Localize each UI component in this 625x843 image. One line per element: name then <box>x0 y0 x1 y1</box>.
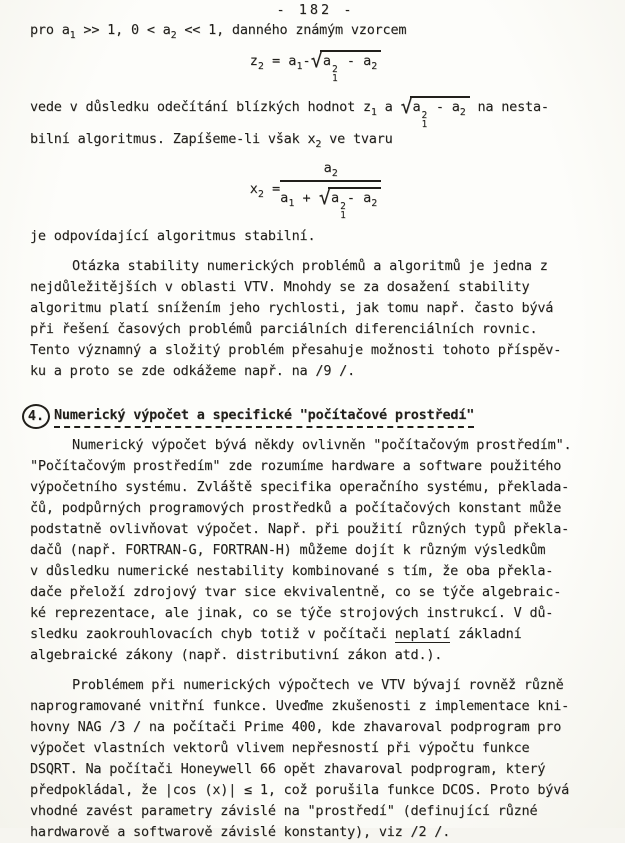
section-title: Numerický výpočet a specifické "počítačové prostředí" <box>54 405 474 428</box>
underlined-word: neplatí <box>394 626 451 642</box>
text-line <box>30 89 601 129</box>
text-segment: ve tvaru <box>321 131 393 147</box>
sup-sub-stack <box>340 203 346 220</box>
subscript: 2 <box>257 61 264 72</box>
radicand <box>410 96 470 130</box>
equals-sign: = <box>263 180 281 197</box>
subscript: 2 <box>315 139 322 150</box>
text-segment: >> 1, 0 < a <box>75 22 171 38</box>
text-segment: vede v důsledku odečítání blízkých hodnot z <box>30 99 371 115</box>
text-line: dače přeloží zdrojový tvar sice ekvivalentně, co se týče algebraic- <box>30 584 562 600</box>
subscript: 2 <box>459 107 466 118</box>
equals-sign: = <box>263 53 289 69</box>
fraction-denominator <box>280 180 381 220</box>
subscript: 1 <box>331 72 338 84</box>
section-number-circled: 4. <box>22 404 50 429</box>
formula-term: a <box>363 190 372 206</box>
text-line: ku a proto se zde odkážeme např. na /9 /. <box>30 363 356 379</box>
text-line: Problémem při numerických výpočtech ve VTV bývají rovněž různě <box>72 677 564 693</box>
section-heading <box>27 404 601 429</box>
sqrt-sign-icon: √ <box>318 185 331 209</box>
formula-lhs <box>250 179 280 200</box>
minus-sign: - <box>338 53 364 69</box>
minus-sign: - <box>427 99 452 115</box>
sqrt-sign-icon: √ <box>310 48 323 72</box>
text-line: algoritmu platí snížením jeho rychlosti, jak tomu např. často bývá <box>30 300 554 316</box>
formula-term: a <box>363 53 372 69</box>
text-segment: bilní algoritmus. Zapíšeme-li však x <box>30 131 316 147</box>
formula-term: x <box>249 180 258 197</box>
subscript: 2 <box>170 30 177 41</box>
text-line: algebraické zákony (např. distributivní zákon atd.). <box>30 647 443 663</box>
text-segment: a <box>376 99 401 115</box>
sup-sub-stack <box>421 112 427 129</box>
text-line: Numerický výpočet bývá někdy ovlivněn "počítačovým prostředím". <box>72 437 572 453</box>
text-line <box>30 20 601 41</box>
superscript: 2 <box>340 201 346 212</box>
sqrt-radical <box>319 185 382 220</box>
page-number: - 182 - <box>276 2 355 18</box>
text-line: čů, podpůrných programových prostředků a počítačových konstant může <box>30 500 562 516</box>
text-line: předpokládal, že |cos (x)| ≤ 1, což porušila funkce DCOS. Proto bývá <box>30 782 570 798</box>
text-line: ké reprezentace, ale jinak, co se týče strojových instrukcí. V dů- <box>30 605 554 621</box>
formula-x2-fraction <box>30 158 601 220</box>
text-segment: pro a <box>30 22 70 38</box>
text-line: hovny NAG /3 / na počítači Prime 400, kde zhavaroval podprogram pro <box>30 719 562 735</box>
text-segment: << 1, danného známým vzorcem <box>176 22 407 38</box>
sqrt-radical <box>311 48 382 83</box>
radicand <box>320 50 381 84</box>
subscript: 1 <box>69 30 76 41</box>
text-line: výpočet vlastních vektorů vlivem nepřesností při výpočtu funkce <box>30 740 530 756</box>
superscript: 2 <box>331 64 338 75</box>
subscript: 2 <box>257 188 264 200</box>
text-line: při řešení časových problémů parciálních diferenciálních rovnic. <box>30 321 538 337</box>
fraction-numerator <box>280 158 381 179</box>
superscript: 2 <box>421 110 427 121</box>
formula-term: a <box>288 53 297 69</box>
radicand <box>328 187 381 221</box>
formula-term: a <box>412 99 421 115</box>
subscript: 2 <box>331 168 338 179</box>
formula-term: a <box>280 190 289 206</box>
fraction <box>280 158 381 220</box>
text-line: je odpovídající algoritmus stabilní. <box>30 228 316 244</box>
paragraph-stability <box>30 256 601 382</box>
formula-term: a <box>451 99 460 115</box>
text-line: "Počítačovým prostředím" zde rozumíme hardware a software použitého <box>30 458 562 474</box>
subscript: 1 <box>340 209 346 221</box>
text-line: vhodné zavést parametry závislé na "prostředí" (definující různé <box>30 803 538 819</box>
minus-sign: - <box>346 190 364 206</box>
text-line: nejdůležitějších v oblasti VTV. Mnohdy se za dosažení stability <box>30 279 530 295</box>
formula-lhs: z <box>249 53 258 69</box>
plus-sign: + <box>294 190 319 206</box>
text-line: podstatně ovlivňovat výpočet. Např. při použití různých typů překla- <box>30 521 570 537</box>
paragraph-library-experience <box>30 675 601 843</box>
sqrt-sign-icon: √ <box>400 94 413 118</box>
text-line <box>30 129 601 150</box>
sqrt-radical <box>401 89 470 129</box>
text-line: dačů (např. FORTRAN-G, FORTRAN-H) můžeme dojít k různým výsledkům <box>30 542 546 558</box>
formula-term: a <box>322 53 331 69</box>
text-line: naprogramované vnitřní funkce. Uveďme zkušenosti z implementace kni- <box>30 698 570 714</box>
text-segment: sledku zaokrouhlovacích chyb totiž v počítači <box>30 626 395 642</box>
text-segment: základní <box>450 626 522 642</box>
text-line: DSQRT. Na počítači Honeywell 66 opět zhavaroval podprogram, který <box>30 761 546 777</box>
formula-term: a <box>330 190 340 206</box>
text-line: Otázka stability numerických problémů a algoritmů je jedna z <box>72 258 548 274</box>
subscript: 2 <box>371 198 378 209</box>
text-line: v důsledku numerické nestability kombinované s tím, že oba překla- <box>30 563 554 579</box>
subscript: 1 <box>296 61 303 72</box>
text-line: hardwarově a softwarově závislé konstanty), viz /2 /. <box>30 824 451 840</box>
minus-sign: - <box>302 53 311 69</box>
formula-z2 <box>30 48 601 83</box>
paragraph-environment <box>30 435 601 666</box>
text-line: výpočetního systému. Zvláště specifika operačního systému, překlada- <box>30 479 570 495</box>
subscript: 1 <box>421 118 427 130</box>
text-line: Tento významný a složitý problém přesahuje možnosti tohoto příspěv- <box>30 342 562 358</box>
text-segment: na nesta- <box>469 99 549 115</box>
text-line <box>30 624 601 645</box>
subscript: 1 <box>288 198 295 209</box>
subscript: 1 <box>370 107 377 118</box>
formula-term: a <box>323 160 332 176</box>
subscript: 2 <box>371 61 378 72</box>
sup-sub-stack <box>332 66 338 83</box>
